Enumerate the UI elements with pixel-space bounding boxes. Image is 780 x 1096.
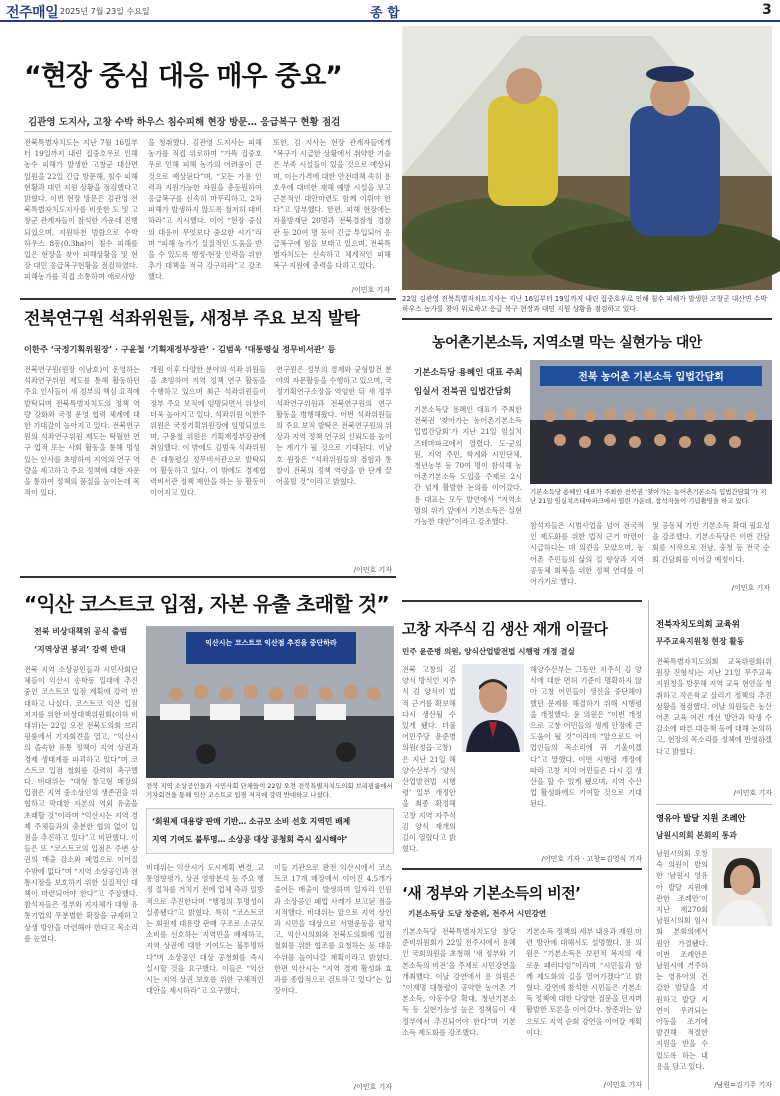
article3-subhead1: 기본소득당 용혜인 대표 주최	[414, 368, 523, 378]
page-number: 3	[762, 2, 772, 18]
article8-subhead: 남원시의회 본회의 통과	[656, 831, 737, 840]
article4-byline: /이민호 기자	[353, 1083, 392, 1091]
article1-col1: 전북특별자치도는 지난 7월 16일부터 19일까지 내린 집중호우로 인해 농수 피해가 발생한 고창군 대산면 일원을 22일 긴급 방문해, 침수 피해 현황과 대민 지원 상황을 점검했다고 밝혔다. 이번 현장 방문은 김관영 전북특별자치도지사를 비롯한 도 및 고창군 관계자들이 참석한 가운데 진행되었으며, 지원하천 범람으로 수박 하우스 8동(0.3ha)이 침수 피해를 입은 현장을 찾아 피해상황을 및 현장 대민 응급복구현황을 점검하였다. 피해농가를 직접 소통하며 애로사항	[24, 138, 138, 282]
article8-headline: 영유아 발달 지원 조례안	[656, 813, 746, 823]
article7-byline: /이민호 기자	[733, 789, 772, 797]
article3-photo-caption: 기본소득당 용혜인 대표가 주최한 전북권 ‘찾아가는 농어촌기본소득 입법간담회’가 지난 21일 임실치즈테마파크에서 열린 가운데, 참석자들이 기념촬영을 하고 있다.	[530, 488, 767, 505]
article3-headline: 농어촌기본소득, 지역소멸 막는 실현가능 대안	[432, 335, 702, 351]
section-title: 종 합	[370, 6, 400, 21]
issue-date: 2025년 7월 23일 수요일	[60, 7, 150, 16]
article2-headline: 전북연구원 석좌위원들, 새정부 주요 보직 발탁	[24, 309, 360, 329]
article1-photo-caption: 22일 김관영 전북특별자치도지사는 지난 16일부터 19일까지 내린 집중호우로 인해 침수 피해가 발생한 고창군 대산면 수박하우스 농가를 찾아 위로하고 응급 복구 현장과 대민 지원 상황을 점검하고 있다.	[402, 295, 767, 313]
article6-col2: 기본소득 정책의 세부 내용과 재원 마련 방안에 대해서도 설명했다. 용 의원은 “기본소득은 보편적 복지의 새로운 패러다임”이라며 “시민들과 함께 제도화의 길을 열어가겠다”고 밝혔다. 강연에 참석한 시민들은 기본소득 정책에 대한 다양한 질문을 던지며 활발한 토론을 이어갔다. 창준위는 앞으로도 지역 순회 강연을 이어갈 계획이다.	[526, 927, 642, 1037]
pull-quote-box	[146, 808, 394, 854]
divider	[402, 600, 642, 602]
article4-headline: “익산 코스트코 입점, 자본 유출 초래할 것”	[24, 592, 389, 616]
divider	[402, 318, 772, 320]
article3-col3: 참석자들은 시범사업을 넘어 전국적인 제도화를 위한 법적 근거 마련이 시급하다는 데 의견을 모았으며, 농어촌 주민들의 삶의 질 향상과 지역 공동체 회복을 위한 정책 연대를 이어가기로 했다.	[530, 521, 644, 587]
article1-headline: “현장 중심 대응 매우 중요”	[24, 61, 342, 92]
divider	[20, 298, 396, 300]
article1-col3: 또한, 김 지사는 현장 관계자들에게 “복구가 시급한 상황에서 취약한 기술은 부족 시설들이 있을 것으로 예상되며, 이는가격에 대한 안전대책 속히 용 호우에 대비한 재해 예방 시설을 보고 근본적인 대안마련도 함께 이뤄야 한다”고 당부했다. 한편, 피해 현장에는 자율방재단 20명과 전북경찰청 경찰관 등 20여 명 등이 긴급 투입되어 응급복구에 힘을 보태고 있으며, 전북특별자치도는 신속하고 체계적인 피해 복구 지원에 총력을 다하고 있다.	[273, 138, 391, 271]
flood-site-photo	[402, 26, 772, 290]
article8-byline: /남원=김기주 기자	[714, 1081, 772, 1089]
divider	[656, 804, 772, 805]
newspaper-logo: 전주매일	[6, 5, 59, 21]
article7-headline: 전북자치도의회 교육위	[656, 619, 740, 629]
article5-headline: 고창 자주식 김 생산 재개 이끌다	[402, 620, 608, 638]
divider	[24, 131, 392, 132]
article5-byline: /이민호 기자 · 고창=김영식 기자	[541, 855, 642, 863]
article6-byline: /이민호 기자	[603, 1081, 642, 1089]
forum-group-photo	[530, 360, 772, 484]
article2-col3: 연구원은 정부의 경제와 균형발전 분야의 자문활동을 수행하고 있으며, 국정기획연구소장을 역임한 뒤 새 정부 석좌연구위원과 전북연구원의 연구 활동을 병행해왔다. 이번 석좌위원들의 주요 보직 발탁은 전북연구원의 위상과 지역 정책 연구의 신뢰도를 높이는 계기가 될 것으로 기대된다. 이남호 원장은 “석좌위원들의 경험과 통찰이 전북의 정책 역량을 한 단계 끌어올릴 것”이라고 밝혔다.	[276, 365, 392, 487]
press-conference-photo	[146, 626, 394, 778]
divider	[402, 868, 642, 870]
article7-subhead: 무주교육지원청 현장 활동	[656, 637, 745, 646]
divider	[20, 576, 396, 578]
article1-subhead: 김관영 도지사, 고창 수박 하우스 침수피해 현장 방문… 응급복구 현황 점검	[28, 117, 341, 128]
councilor-portrait-photo	[712, 848, 772, 926]
article2-col1: 전북연구원(원장 이남호)이 운영하는 석좌연구위원 제도를 통해 활동하던 주요 인사들이 새 정부의 핵심 요직에 발탁되며 전북특별자치도의 정책 역량 강화와 국정 운영 협력 체계에 대한 기대감이 높아지고 있다. 전북연구원의 석좌연구위원 제도는 탁월한 연구 업적 또는 사회 활동을 통해 명성 있는 인사를 초빙하여 지역의 연구 역량을 제고하고 주요 정책에 대한 자문을 통하여 정책의 품질을 높이는데 목적이 있다.	[24, 365, 140, 498]
article4-photo-caption: 전북 지역 소상공인들과 시민사회 단체들이 22일 오전 전북특별자치도의회 브리핑룸에서 기자회견을 통해 익산 코스트코 입점 저지에 강력 반대하고 나섰다.	[146, 782, 393, 799]
article4-pullquote2: 지역 기여도 불투명… 소상공 대상 공청회 즉시 실시해야’	[152, 835, 348, 844]
article2-byline: /이민호 기자	[353, 566, 392, 574]
article6-subhead: 기본소득당 도당 창준위, 전주서 시민강연	[408, 909, 547, 918]
article8-body: 남원시의회 오창숙 의원이 발의한 ‘남원시 영유아 발달 지원에 관한 조례안’이 지난 제270회 남원시의회 임시회 본회의에서 원안 가결됐다. 이번 조례안은 남원시에 거주하는 영유아의 건강한 발달을 지원하고 발달 지연이 우려되는 아동을 조기에 발견해 적절한 지원을 받을 수 있도록 하는 내용을 담고 있다.	[656, 849, 708, 1071]
lawmaker-portrait-photo	[462, 664, 524, 752]
article2-col2: 개원 이후 다양한 분야의 석좌 위원들을 초빙하여 지역 정책 연구 활동을 수행하고 있으며 최근 석좌위원들이 정부 주요 보직에 임명되면서 위상이 더욱 높아지고 있다. 석좌위원 이한주 위원은 국정기획위원장에 임명되었으며, 구윤철 위원은 기획재정부장관에 취임했다. 이 밖에도 김범욱 석좌위원은 대통령실 정무비서관으로 발탁되어 활동하고 있다. 이 밖에도 경제협력비서관 정책 제안을 하는 등 활동이 이어지고 있다.	[150, 365, 266, 498]
article2-subhead: 이한주 ‘국정기획위원장’ · 구윤철 ‘기획재정부장관’ · 김범욱 ‘대통령실 정무비서관’ 등	[24, 344, 336, 354]
article4-pullquote1: ‘회원제 대용량 판매 기반… 소규모 소비 선호 지역민 배제	[152, 817, 351, 826]
article6-headline: ‘새 정부와 기본소득의 비전’	[402, 884, 581, 902]
article5-col1: 전북 고창의 김 양식 방식인 지주식 김 양식이 법적 근거를 확보해 다시 생산될 수 있게 됐다. 더불어민주당 윤준병 의원(정읍·고창)은 지난 21일 해양수산부가 ‘양식산업발전법 시행령’ 일부 개정안을 최종 확정해 고창 지역 자주식 김 양식 재개의 길이 열렸다고 밝혔다.	[402, 665, 456, 854]
article7-body: 전북특별자치도의회 교육위원회(위원장 진형석)는 지난 21일 무주교육지원청을 방문해 지역 교육 현안을 청취하고 작은학교 살리기 정책의 추진 상황을 점검했다. 이날 의원들은 농산어촌 교육 여건 개선 방안과 학생 수 감소에 따른 대응책 등에 대해 논의하고, 현장의 목소리를 정책에 반영하겠다고 밝혔다.	[656, 657, 772, 756]
forum-banner-text: 전북 농어촌 기본소득 입법간담회	[578, 372, 724, 383]
article3-subhead2: 임실서 전북권 입법간담회	[414, 387, 512, 397]
article1-byline: /이민호 기자	[351, 286, 390, 294]
article4-subhead1: 전북 비상대책위 공식 출범	[34, 627, 128, 636]
article4-col1: 전북 지역 소상공인들과 시민사회단체들이 익산시 송학동 일대에 추진 중인 코스트코 입점 계획에 강력 반대하고 나섰다. 코스트코 익산 입점 저지를 위한 비상대책위원회(이하 비대위)는 22일 오전 전북도의회 브리핑룸에서 기자회견을 열고, “익산시의 졸속한 유통 정책이 지역 상권과 경제 생태계를 파괴하고 있다”며 코스트코 입점 철회를 강력히 촉구했다. 비대위는 “대형 창고형 매장의 입점은 지역 중소상인의 생존권을 위협하고 막대한 자본의 역외 유출을 초래할 것”이라며 “익산시는 지역 경제 주체들과의 충분한 협의 없이 입점을 추진하고 있다”고 비판했다. 이들은 또 “코스트코의 입점은 주변 상권의 매출 감소와 폐업으로 이어질 수밖에 없다”며 “지역 소상공인과 전통시장을 보호하기 위한 실질적인 대책이 마련되어야 한다”고 주장했다. 참석자들은 정부와 지자체가 대형 유통기업의 무분별한 확장을 규제하고 상생 방안을 마련해야 한다고 목소리를 높였다.	[24, 665, 138, 943]
article4-col3: 이들 기관으로 완전 익산시에서 코스트코 17개 매장에서 이어진 4.5개가 줄어든 매출이 발생하며 일자리 인원과 소상공인 폐업 사례가 보고된 점을 지적했다. 비대위는 앞으로 지역 상인과 시민을 대상으로 서명운동을 펼치고, 익산시의회와 전북도의회에 입점 철회를 위한 협조를 요청하는 등 대응 수위를 높여나갈 계획이라고 밝혔다. 한편 익산시는 “지역 경제 활성화 효과를 종합적으로 검토하고 있다”는 입장이다.	[274, 863, 392, 996]
article5-col2: 해양수산부는 그동안 지주식 김 양식에 대한 면허 기준이 명확하지 않아 고창 어민들이 생산을 중단해야 했던 문제를 해결하기 위해 시행령을 개정했다. 윤 의원은 “이번 개정으로 고창 어민들의 생계 안정에 큰 도움이 될 것”이라며 “앞으로도 어업인들의 목소리에 귀 기울이겠다”고 말했다. 이번 시행령 개정에 따라 고창 지역 어민들은 다시 김 생산을 할 수 있게 됐으며, 지역 수산업 활성화에도 기여할 것으로 기대된다.	[530, 665, 642, 809]
press-banner-text: 익산시는 코스트코 익산점 추진을 중단하라	[205, 639, 337, 647]
article3-byline: /이민호 기자	[731, 584, 770, 592]
article4-col2: 비대위는 익산시가 도시계획 변경, 교통영향평가, 상권 영향분석 등 주요 행정 절차를 거치기 전에 업체 측과 일방적으로 추진한다며 “행정의 투명성이 실종됐다”고 밝혔다. 특히 “코스트코는 회원제 대용량 판매 구조로 소규모 소비를 선호하는 지역민을 배제하고, 지역 상권에 대한 기여도는 불투명하다”며 소상공인 대상 공청회를 즉시 실시할 것을 요구했다. 이들은 “익산시는 지역 상권 보호를 위한 구체적인 대안을 제시하라”고 요구했다.	[146, 863, 264, 996]
article3-col1: 기본소득당 용혜인 대표가 주최한 전북권 ‘찾아가는 농어촌기본소득 입법간담회’가 지난 21일 임실치즈테마파크에서 열렸다. 도·군의원, 지역 주민, 학계와 시민단체, 청년농부 등 70여 명이 참석해 농어촌기본소득 도입을 주제로 2시간 넘게 활발한 논의를 이어갔다. 용 대표는 모두 발언에서 “지역소멸의 위기 앞에서 기본소득은 실현 가능한 대안”이라고 강조했다.	[414, 405, 522, 527]
column-divider	[648, 600, 649, 1090]
article5-subhead: 민주 윤준병 의원, 양식산업발전법 시행령 개정 결실	[402, 647, 575, 656]
article4-subhead2: ‘지역상권 붕괴’ 강력 반대	[34, 645, 126, 654]
article1-col2: 을 청취했다. 김관영 도지사는 피해 농가를 직접 위로하며 “가뜩 집중호우로 인해 피해 농가의 어려움이 큰 것으로 예상된다”며, “모든 가용 인력과 지원가능한 자원을 총동원하여 응급복구를 신속히 마무리하고, 2차 피해가 발생하지 않도록 철저히 대비하라”고 지시했다. 이어 “현장 중심의 대응이 무엇보다 중요한 시기”라며 “피해 농가가 실질적인 도움을 받을 수 있도록 행정·현장 인력을 위한 추가 대책을 적극 강구하라”고 강조했다.	[148, 138, 262, 282]
article3-col4: 및 공동체 기반 기본소득 확대 필요성을 강조했다. 기본소득당은 이번 간담회를 시작으로 전남, 충청 등 전국 순회 간담회를 이어갈 예정이다.	[652, 521, 770, 564]
article6-col1: 기본소득당 전북특별자치도당 창당준비위원회가 22일 전주시에서 용혜인 국회의원을 초청해 ‘새 정부와 기본소득의 비전’을 주제로 시민강연을 개최했다. 이날 강연에서 용 의원은 “이재명 대통령이 공약한 농어촌 기본소득, 아동수당 확대, 청년기본소득 등 실현가능성 높은 정책들이 새 정부에서 추진되어야 한다”며 기본소득 제도화를 강조했다.	[402, 927, 516, 1037]
